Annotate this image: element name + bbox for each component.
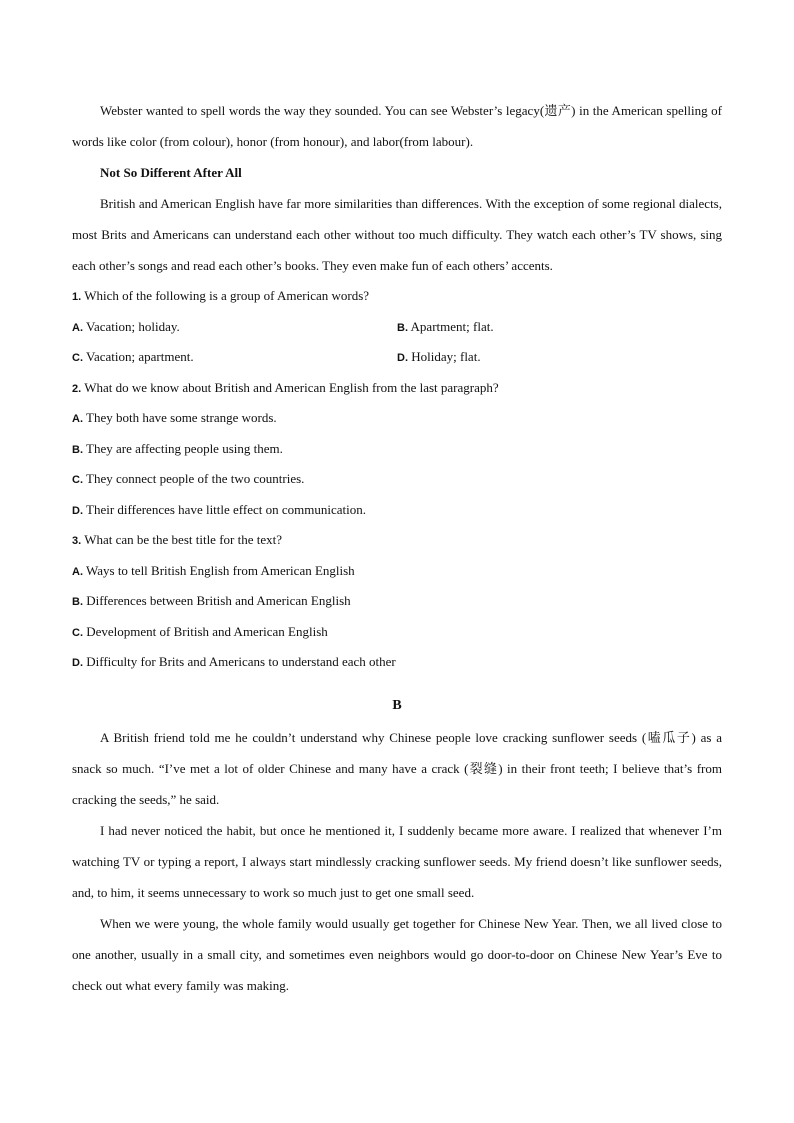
option-d: [397, 342, 722, 373]
option-a: [72, 312, 397, 343]
option-label: C.: [72, 626, 83, 639]
option-label: C.: [72, 474, 83, 486]
option-text: Holiday; flat.: [411, 349, 481, 364]
option-label: B.: [72, 596, 83, 608]
question-1: [72, 281, 722, 312]
option-label: A.: [72, 321, 83, 334]
passage-a-paragraph-1: Webster wanted to spell words the way they sounded. You can see Webster’s legacy(遗产) in the American spelling of words like color (from colour), honor (from honour), and labor(from labour).: [72, 103, 722, 149]
option-b: [72, 434, 722, 465]
question-text: Which of the following is a group of American words?: [84, 288, 370, 303]
question-number: 1.: [72, 291, 82, 303]
section-heading: B: [392, 697, 402, 713]
option-b: [397, 312, 722, 343]
option-text: Their differences have little effect on communication.: [86, 501, 367, 517]
option-text: Apartment; flat.: [410, 318, 494, 334]
option-c: [72, 342, 397, 373]
question-2: [72, 373, 722, 404]
option-label: D.: [397, 352, 408, 364]
question-3: [72, 525, 722, 556]
option-label: D.: [72, 504, 83, 517]
passage-a-paragraph-2: British and American English have far more similarities than differences. With the exception of some regional dialects, most Brits and Americans can understand each other without too much difficulty. They watch each other’s TV shows, sing each other’s songs and read each other’s books. They even make fun of each others’ accents.: [72, 196, 722, 273]
option-label: B.: [72, 443, 83, 456]
question-1-options-row-2: [72, 342, 722, 373]
passage-a-subheading: Not So Different After All: [100, 165, 242, 180]
option-text: Differences between British and American English: [86, 593, 351, 608]
option-a: [72, 556, 722, 587]
passage-b-paragraph-1: A British friend told me he couldn’t understand why Chinese people love cracking sunflower seeds (嗑瓜子) as a snack so much. “I’ve met a lot of older Chinese and many have a crack (裂缝) in their front teeth; I believe that’s from cracking the seeds,” he said.: [72, 729, 722, 807]
option-text: They are affecting people using them.: [86, 440, 283, 456]
option-label: D.: [72, 657, 83, 669]
passage-b-paragraph-3: When we were young, the whole family would usually get together for Chinese New Year. Then, we all lived close to one another, usually in a small city, and sometimes even neighbors would go door-to-door on Chinese New Year’s Eve to check out what every family was making.: [72, 915, 722, 993]
option-label: A.: [72, 413, 83, 425]
option-c: [72, 464, 722, 495]
option-a: [72, 403, 722, 434]
passage-b-paragraph-2: I had never noticed the habit, but once he mentioned it, I suddenly became more aware. I realized that whenever I’m watching TV or typing a report, I always start mindlessly cracking sunflower seeds. My friend doesn’t like sunflower seeds, and, to him, it seems unnecessary to work so much just to get one small seed.: [72, 822, 722, 900]
option-text: They connect people of the two countries.: [86, 471, 305, 486]
question-number: 3.: [72, 535, 82, 547]
option-label: A.: [72, 565, 83, 578]
option-label: C.: [72, 352, 83, 364]
option-text: Development of British and American English: [86, 623, 328, 639]
option-b: [72, 586, 722, 617]
question-1-options-row-1: [72, 312, 722, 343]
option-label: B.: [397, 321, 408, 334]
option-text: Ways to tell British English from American English: [86, 562, 355, 578]
option-text: Vacation; apartment.: [86, 349, 194, 364]
document-page: [72, 95, 722, 1001]
question-text: What do we know about British and American English from the last paragraph?: [84, 379, 499, 395]
option-d: [72, 495, 722, 526]
option-text: Difficulty for Brits and Americans to understand each other: [86, 654, 396, 669]
question-number: 2.: [72, 382, 82, 395]
option-c: [72, 617, 722, 648]
option-text: Vacation; holiday.: [86, 318, 180, 334]
question-text: What can be the best title for the text?: [84, 532, 283, 547]
option-text: They both have some strange words.: [86, 410, 277, 425]
option-d: [72, 647, 722, 678]
